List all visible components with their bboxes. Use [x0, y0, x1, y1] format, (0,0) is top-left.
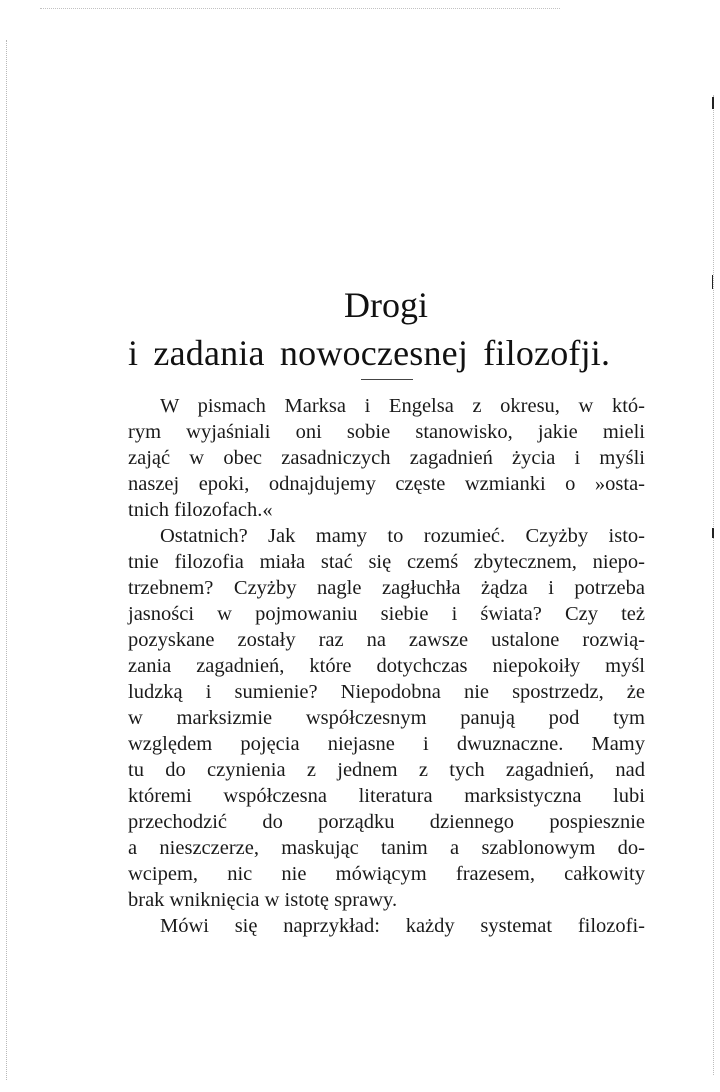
text-line: pozyskane zostały raz na zawsze ustalone rozwią-	[128, 629, 645, 651]
margin-mark	[712, 528, 714, 538]
text-line: jasności w pojmowaniu siebie i świata? Czy też	[128, 603, 645, 625]
page-left-edge	[6, 40, 7, 1080]
text-line: trzebnem? Czyżby nagle zagłuchła żądza i potrzeba	[128, 577, 645, 599]
text-line: w marksizmie współczesnym panują pod tym	[128, 707, 645, 729]
margin-mark	[712, 97, 714, 109]
text-line: zająć w obec zasadniczych zagadnień życia i myśli	[128, 447, 645, 469]
text-line: Mówi się naprzykład: każdy systemat filozofi-	[160, 915, 645, 937]
text-line: naszej epoki, odnajdujemy częste wzmianki o »osta-	[128, 473, 645, 495]
text-line: przechodzić do porządku dziennego pospiesznie	[128, 811, 645, 833]
page-top-edge	[40, 8, 560, 9]
text-line: tu do czynienia z jednem z tych zagadnień, nad	[128, 759, 645, 781]
text-line: Ostatnich? Jak mamy to rozumieć. Czyżby isto-	[160, 525, 645, 547]
text-line: tnich filozofach.«	[128, 499, 273, 521]
chapter-title-line-1: Drogi	[344, 285, 428, 325]
text-line: a nieszczerze, maskując tanim a szablonowym do-	[128, 837, 645, 859]
text-line: brak wniknięcia w istotę sprawy.	[128, 889, 398, 911]
chapter-title-line-2: i zadania nowoczesnej filozofji.	[128, 333, 611, 373]
text-line: tnie filozofia miała stać się czemś zbytecznem, niepo-	[128, 551, 645, 573]
text-line: rym wyjaśniali oni sobie stanowisko, jakie mieli	[128, 421, 645, 443]
text-line: wcipem, nic nie mówiącym frazesem, całkowity	[128, 863, 645, 885]
text-line: ludzką i sumienie? Niepodobna nie spostrzedz, że	[128, 681, 645, 703]
text-line: zania zagadnień, które dotychczas niepokoiły myśl	[128, 655, 645, 677]
text-line: któremi współczesna literatura marksistyczna lubi	[128, 785, 645, 807]
title-divider	[361, 379, 413, 380]
text-line: względem pojęcia niejasne i dwuznaczne. Mamy	[128, 733, 645, 755]
text-line: W pismach Marksa i Engelsa z okresu, w któ-	[160, 395, 645, 417]
body-text	[128, 393, 645, 939]
page-right-edge	[713, 95, 714, 1075]
